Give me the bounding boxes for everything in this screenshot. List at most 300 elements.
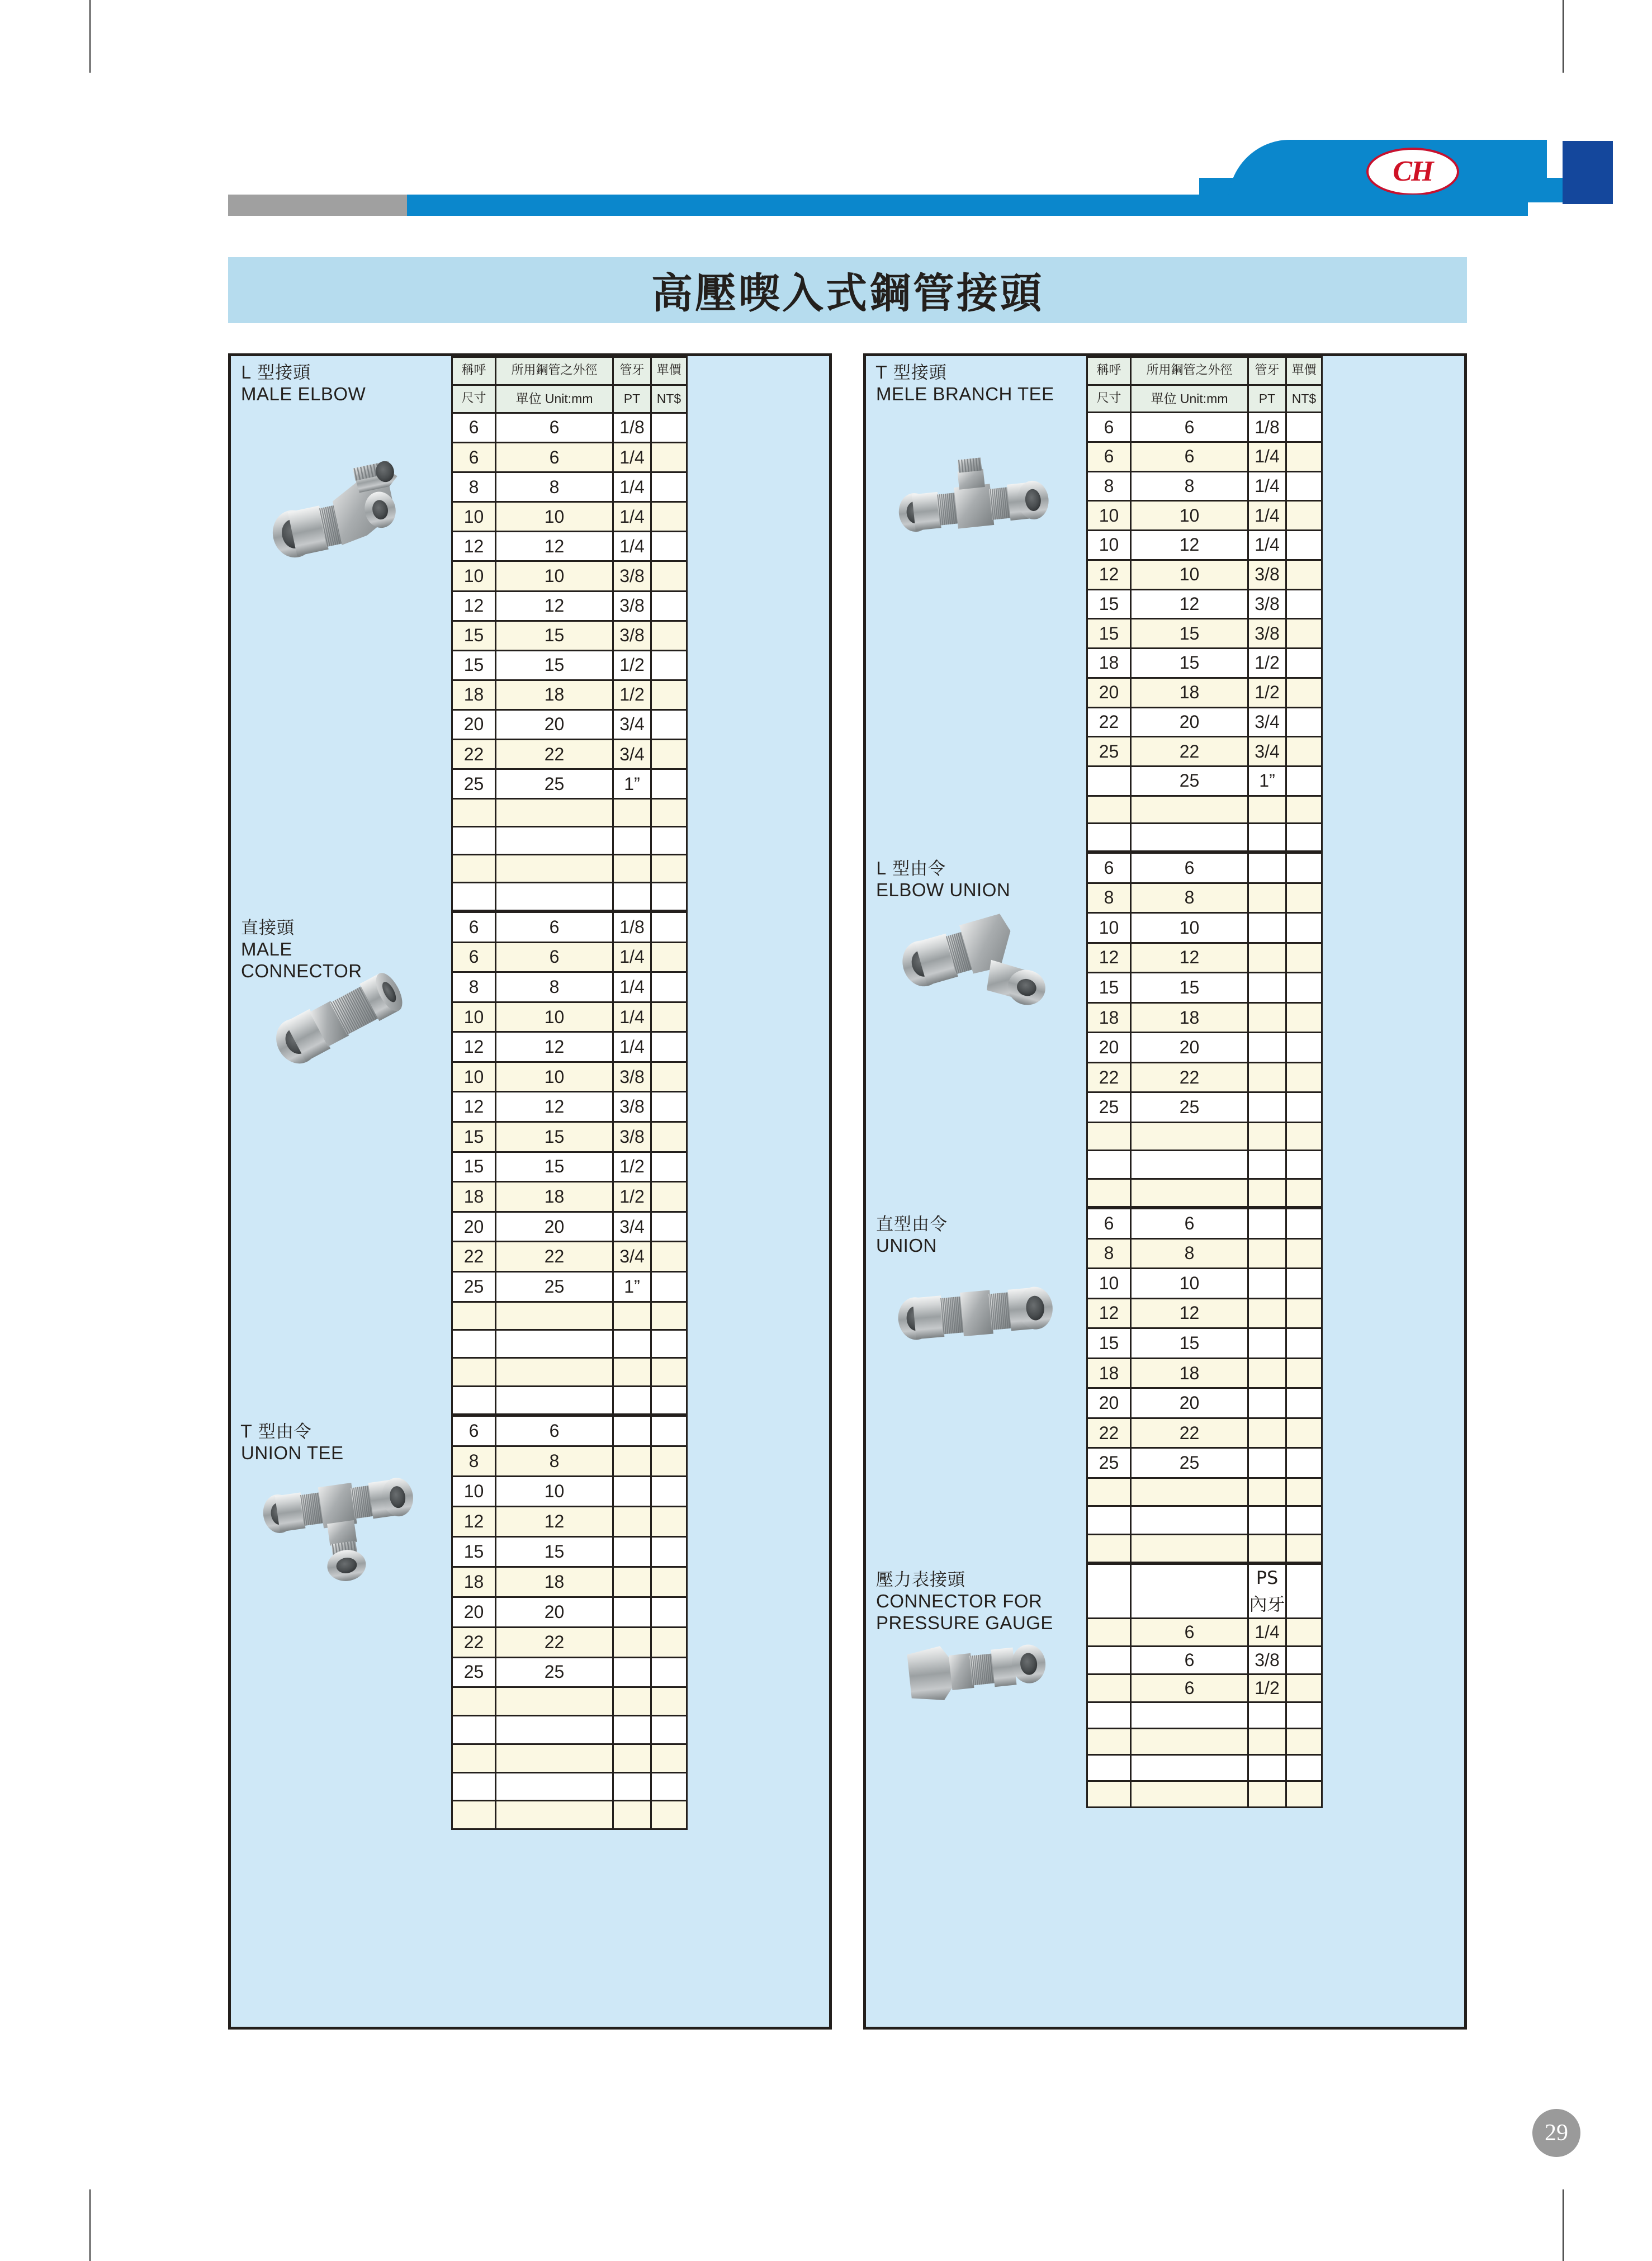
table-row: [1087, 471, 1322, 501]
table-row: [452, 1506, 687, 1536]
table-row: [1087, 1062, 1322, 1092]
cell-outer-diameter: 15: [1131, 1328, 1248, 1359]
cell-unit-price: [1286, 589, 1322, 619]
cell-nominal-size: [452, 1330, 496, 1357]
cell-thread: [613, 1687, 651, 1716]
table-row: [1087, 560, 1322, 589]
cell-outer-diameter: 8: [1131, 471, 1248, 501]
cell-nominal-size: 20: [1087, 1033, 1131, 1063]
pressure-gauge-connector-photo: [892, 1597, 1060, 1742]
cell-thread: [1248, 1033, 1286, 1063]
table-row: [452, 1446, 687, 1476]
cell-unit-price: [651, 1212, 687, 1242]
cell-nominal-size: 10: [452, 502, 496, 532]
cell-outer-diameter: 12: [1131, 531, 1248, 560]
header-thread-top: 管牙: [1248, 357, 1286, 385]
header-price-top: 單價: [1286, 357, 1322, 385]
cell-nominal-size: 22: [452, 1242, 496, 1272]
cell-outer-diameter: 10: [496, 1062, 613, 1092]
cell-thread: [1248, 973, 1286, 1003]
union-tee-label-zh: T 型由令: [241, 1422, 312, 1442]
elbow-union-info: [866, 852, 1086, 1208]
cell-nominal-size: 22: [1087, 1418, 1131, 1448]
cell-nominal-size: 15: [1087, 589, 1131, 619]
cell-unit-price: [651, 709, 687, 739]
cell-thread: [613, 1627, 651, 1657]
logo-navy-block-shape: [1563, 141, 1613, 204]
cell-nominal-size: 20: [452, 1212, 496, 1242]
cell-nominal-size: 25: [452, 1271, 496, 1302]
cell-unit-price: [1286, 1298, 1322, 1328]
cell-thread: 1/8: [1248, 413, 1286, 442]
cell-outer-diameter: 18: [1131, 678, 1248, 707]
cell-unit-price: [651, 827, 687, 855]
table-row: [452, 942, 687, 972]
cell-outer-diameter: 22: [496, 740, 613, 769]
cell-thread: [1248, 1506, 1286, 1534]
cell-outer-diameter: 6: [1131, 442, 1248, 471]
cell-nominal-size: [452, 883, 496, 911]
cell-outer-diameter: 12: [496, 1506, 613, 1536]
cell-outer-diameter: 6: [496, 413, 613, 442]
cell-outer-diameter: 20: [496, 1212, 613, 1242]
cell-nominal-size: 15: [452, 1152, 496, 1182]
cell-nominal-size: 6: [1087, 853, 1131, 883]
cell-outer-diameter: [496, 1386, 613, 1414]
cell-unit-price: [1286, 853, 1322, 883]
cell-thread: 1/4: [1248, 501, 1286, 531]
cell-thread: [613, 827, 651, 855]
table-row: [452, 1801, 687, 1829]
cell-thread: 3/8: [613, 1092, 651, 1122]
table-row: [452, 709, 687, 739]
cell-unit-price: [1286, 1755, 1322, 1781]
cell-nominal-size: [1087, 1675, 1131, 1702]
cell-unit-price: [1286, 1092, 1322, 1123]
cell-outer-diameter: [1131, 1755, 1248, 1781]
cell-nominal-size: [452, 799, 496, 827]
cell-unit-price: [1286, 1619, 1322, 1647]
page-number: 29: [1545, 2120, 1568, 2146]
cell-thread: [613, 799, 651, 827]
cell-nominal-size: 15: [1087, 1328, 1131, 1359]
cell-unit-price: [1286, 737, 1322, 767]
table-row: [1087, 766, 1322, 796]
cell-outer-diameter: [1131, 1506, 1248, 1534]
male-elbow-spec-table: [451, 356, 688, 911]
table-row: [1087, 796, 1322, 824]
table-row: [1087, 1506, 1322, 1534]
table-row: [1087, 1269, 1322, 1299]
cell-nominal-size: 6: [452, 942, 496, 972]
cell-thread: 3/4: [613, 1212, 651, 1242]
cell-nominal-size: 10: [1087, 913, 1131, 943]
cell-thread: 3/8: [613, 1122, 651, 1152]
cell-outer-diameter: [1131, 796, 1248, 824]
cell-unit-price: [651, 621, 687, 650]
cell-outer-diameter: [1131, 1781, 1248, 1808]
union-tee-info: [231, 1415, 451, 1830]
table-row: [452, 1476, 687, 1506]
cell-nominal-size: 15: [1087, 619, 1131, 649]
cell-nominal-size: 8: [1087, 1238, 1131, 1269]
cell-nominal-size: [452, 1687, 496, 1716]
table-row: [452, 1716, 687, 1744]
male-connector-label-zh: 直接頭: [241, 918, 295, 938]
cell-unit-price: [651, 1271, 687, 1302]
table-row: [452, 1092, 687, 1122]
cell-nominal-size: 10: [452, 1002, 496, 1032]
cell-outer-diameter: 20: [1131, 1388, 1248, 1418]
cell-outer-diameter: [1131, 1564, 1248, 1619]
cell-unit-price: [1286, 1033, 1322, 1063]
cell-thread: [1248, 1328, 1286, 1359]
table-row: [1087, 619, 1322, 649]
table-row: [1087, 589, 1322, 619]
table-row: [1087, 1358, 1322, 1388]
cell-outer-diameter: 20: [1131, 707, 1248, 737]
cell-unit-price: [651, 472, 687, 502]
cell-thread: [1248, 1358, 1286, 1388]
cell-unit-price: [651, 591, 687, 621]
cell-unit-price: [651, 1744, 687, 1772]
cell-thread: 1/4: [613, 442, 651, 472]
table-row: [1087, 1478, 1322, 1506]
cell-unit-price: [651, 912, 687, 943]
cell-outer-diameter: 15: [496, 1152, 613, 1182]
cell-thread: [613, 1536, 651, 1567]
cell-nominal-size: 10: [1087, 501, 1131, 531]
male-elbow-info: [231, 356, 451, 911]
cell-outer-diameter: [1131, 1478, 1248, 1506]
cell-nominal-size: [1087, 1729, 1131, 1755]
cell-nominal-size: [452, 855, 496, 883]
table-row: [452, 1687, 687, 1716]
cell-outer-diameter: 12: [1131, 943, 1248, 973]
cell-nominal-size: 22: [1087, 1062, 1131, 1092]
cell-thread: [1248, 1448, 1286, 1478]
cell-outer-diameter: 6: [496, 942, 613, 972]
cell-thread: [1248, 824, 1286, 852]
cell-outer-diameter: 18: [1131, 1358, 1248, 1388]
cell-nominal-size: 18: [1087, 649, 1131, 678]
cell-outer-diameter: 10: [1131, 1269, 1248, 1299]
cell-nominal-size: 12: [1087, 560, 1131, 589]
cell-nominal-size: [1087, 796, 1131, 824]
cell-unit-price: [1286, 1209, 1322, 1239]
cell-nominal-size: 15: [452, 1122, 496, 1152]
cell-outer-diameter: [496, 827, 613, 855]
cell-outer-diameter: 22: [1131, 1418, 1248, 1448]
cell-unit-price: [1286, 1418, 1322, 1448]
cell-thread: 1/4: [613, 532, 651, 561]
cell-unit-price: [1286, 619, 1322, 649]
table-row: [452, 621, 687, 650]
cell-unit-price: [1286, 1781, 1322, 1808]
cell-thread: 1/2: [613, 680, 651, 709]
cell-thread: 1/4: [1248, 1619, 1286, 1647]
cell-unit-price: [651, 1687, 687, 1716]
cell-thread: [1248, 883, 1286, 913]
cell-unit-price: [1286, 1238, 1322, 1269]
cell-outer-diameter: 20: [496, 709, 613, 739]
header-nominal-top: 稱呼: [452, 357, 496, 385]
table-row: [452, 855, 687, 883]
table-row: [452, 532, 687, 561]
cell-nominal-size: 8: [452, 972, 496, 1002]
product-block-union-tee: [231, 1415, 829, 1830]
table-row: [452, 680, 687, 709]
table-row: [1087, 707, 1322, 737]
header-nominal-bottom: 尺寸: [452, 385, 496, 413]
table-row: [452, 561, 687, 591]
cell-nominal-size: 20: [452, 709, 496, 739]
cell-unit-price: [651, 1446, 687, 1476]
cell-outer-diameter: 6: [1131, 853, 1248, 883]
cell-outer-diameter: 18: [496, 680, 613, 709]
cell-nominal-size: [452, 1302, 496, 1330]
header-thread-top: 管牙: [613, 357, 651, 385]
product-block-male-branch-tee: [866, 356, 1464, 852]
cell-nominal-size: 18: [452, 680, 496, 709]
cell-thread: [1248, 943, 1286, 973]
cell-nominal-size: [452, 827, 496, 855]
cell-nominal-size: 18: [1087, 1358, 1131, 1388]
table-row: [452, 883, 687, 911]
cell-thread: [613, 1476, 651, 1506]
table-row: [452, 1536, 687, 1567]
cell-nominal-size: 12: [452, 591, 496, 621]
cell-thread: [613, 1657, 651, 1687]
cell-nominal-size: 22: [1087, 707, 1131, 737]
cell-thread: 1/4: [613, 972, 651, 1002]
cell-outer-diameter: [1131, 824, 1248, 852]
header-price-bottom: NT$: [1286, 385, 1322, 413]
cell-thread: 3/4: [613, 1242, 651, 1272]
table-row: [452, 442, 687, 472]
cell-nominal-size: 18: [1087, 1002, 1131, 1033]
cell-thread: 1/2: [1248, 1675, 1286, 1702]
cell-outer-diameter: 10: [1131, 501, 1248, 531]
table-row: [452, 1772, 687, 1801]
cell-outer-diameter: 15: [1131, 973, 1248, 1003]
table-row: [452, 912, 687, 943]
cell-unit-price: [651, 1062, 687, 1092]
cell-thread: [613, 1772, 651, 1801]
cell-thread: 3/4: [1248, 707, 1286, 737]
cell-outer-diameter: 15: [496, 621, 613, 650]
cell-outer-diameter: [496, 1801, 613, 1829]
cell-outer-diameter: 10: [1131, 560, 1248, 589]
cell-nominal-size: [1087, 1534, 1131, 1562]
cell-unit-price: [651, 1536, 687, 1567]
cell-thread: [1248, 1755, 1286, 1781]
cell-outer-diameter: 8: [496, 1446, 613, 1476]
table-row: [452, 591, 687, 621]
cell-unit-price: [1286, 1002, 1322, 1033]
cell-nominal-size: [452, 1358, 496, 1386]
cell-outer-diameter: 8: [496, 472, 613, 502]
cell-thread: [613, 1386, 651, 1414]
cell-nominal-size: 6: [1087, 442, 1131, 471]
table-row: [452, 1302, 687, 1330]
cell-unit-price: [1286, 1675, 1322, 1702]
table-row: [452, 1597, 687, 1627]
cell-unit-price: [651, 1358, 687, 1386]
cell-nominal-size: [452, 1772, 496, 1801]
cell-outer-diameter: 10: [496, 502, 613, 532]
cell-nominal-size: 12: [1087, 943, 1131, 973]
union-tee-spec-table: [451, 1415, 688, 1830]
cell-outer-diameter: 8: [1131, 883, 1248, 913]
cell-outer-diameter: 6: [1131, 1647, 1248, 1675]
union-label-zh: 直型由令: [876, 1214, 948, 1234]
cell-unit-price: [651, 740, 687, 769]
table-row: [1087, 1702, 1322, 1729]
cell-outer-diameter: 6: [1131, 1209, 1248, 1239]
cell-thread: [1248, 913, 1286, 943]
table-row: [1087, 531, 1322, 560]
cell-outer-diameter: 12: [1131, 589, 1248, 619]
table-row: [452, 799, 687, 827]
page-title: 高壓喫入式鋼管接頭: [651, 269, 1044, 318]
cell-thread: 1/2: [613, 1152, 651, 1182]
cell-thread: [1248, 1002, 1286, 1033]
cell-thread: [1248, 1062, 1286, 1092]
cell-thread: 3/8: [1248, 619, 1286, 649]
cell-nominal-size: 12: [452, 1032, 496, 1062]
cell-outer-diameter: 22: [1131, 737, 1248, 767]
table-row: [452, 1567, 687, 1597]
table-row: [452, 1152, 687, 1182]
cell-nominal-size: [1087, 1506, 1131, 1534]
cell-outer-diameter: 20: [1131, 1033, 1248, 1063]
cell-unit-price: [1286, 649, 1322, 678]
cell-outer-diameter: 6: [1131, 1675, 1248, 1702]
cell-thread: 1/4: [613, 1002, 651, 1032]
cell-nominal-size: 8: [452, 472, 496, 502]
table-row: [452, 1242, 687, 1272]
cell-unit-price: [651, 442, 687, 472]
header-od-top: 所用鋼管之外徑: [1131, 357, 1248, 385]
cell-thread: [613, 883, 651, 911]
cell-unit-price: [1286, 796, 1322, 824]
catalog-panel-right: [863, 353, 1467, 2030]
table-row: [1087, 1675, 1322, 1702]
male-branch-tee-label-zh: T 型接頭: [876, 363, 947, 383]
cell-nominal-size: 25: [452, 769, 496, 799]
cell-nominal-size: [1087, 1647, 1131, 1675]
header-od-bottom: 單位 Unit:mm: [1131, 385, 1248, 413]
header-nominal-top: 稱呼: [1087, 357, 1131, 385]
cell-unit-price: [1286, 883, 1322, 913]
catalog-panel-left: [228, 353, 832, 2030]
cell-thread: 1”: [1248, 766, 1286, 796]
cell-nominal-size: [452, 1744, 496, 1772]
cell-thread: [613, 1506, 651, 1536]
cell-outer-diameter: 6: [496, 442, 613, 472]
cell-outer-diameter: 10: [1131, 913, 1248, 943]
cell-thread: 1/4: [613, 942, 651, 972]
pressure-gauge-connector-spec-table: [1086, 1563, 1323, 1808]
cell-unit-price: [651, 1302, 687, 1330]
cell-unit-price: [651, 1506, 687, 1536]
table-row: [452, 472, 687, 502]
cell-unit-price: [1286, 943, 1322, 973]
table-row: [1087, 1418, 1322, 1448]
table-row: [1087, 1179, 1322, 1207]
cell-thread: [1248, 1702, 1286, 1729]
header-thread-bottom: PT: [613, 385, 651, 413]
cell-nominal-size: 22: [452, 1627, 496, 1657]
cell-nominal-size: 15: [452, 621, 496, 650]
table-row: [1087, 1092, 1322, 1123]
cell-nominal-size: 8: [1087, 471, 1131, 501]
table-row: [1087, 853, 1322, 883]
table-row: [1087, 973, 1322, 1003]
cell-nominal-size: 6: [452, 912, 496, 943]
table-row: [1087, 501, 1322, 531]
cell-nominal-size: 10: [452, 1476, 496, 1506]
cell-thread: 1/2: [613, 1182, 651, 1212]
table-row: [1087, 678, 1322, 707]
cell-thread: [613, 1358, 651, 1386]
cell-thread: 3/4: [613, 740, 651, 769]
cell-nominal-size: [1087, 1478, 1131, 1506]
cell-unit-price: [1286, 1062, 1322, 1092]
table-header-row-bottom: [1087, 385, 1322, 413]
table-row: [1087, 1729, 1322, 1755]
table-row: [452, 740, 687, 769]
cell-outer-diameter: 12: [496, 532, 613, 561]
cell-unit-price: [1286, 1506, 1322, 1534]
cell-unit-price: [1286, 1534, 1322, 1562]
crop-mark-top-left: [89, 0, 91, 73]
cell-outer-diameter: [1131, 1534, 1248, 1562]
cell-unit-price: [1286, 1179, 1322, 1207]
cell-unit-price: [1286, 1328, 1322, 1359]
cell-nominal-size: 10: [1087, 531, 1131, 560]
table-row: [1087, 737, 1322, 767]
cell-thread: [613, 1567, 651, 1597]
header-od-top: 所用鋼管之外徑: [496, 357, 613, 385]
table-row: [452, 413, 687, 442]
cell-thread: 3/8: [1248, 1647, 1286, 1675]
cell-thread: [1248, 1151, 1286, 1179]
crop-mark-top-right: [1563, 0, 1564, 73]
cell-outer-diameter: 8: [496, 972, 613, 1002]
cell-outer-diameter: 25: [1131, 1448, 1248, 1478]
cell-outer-diameter: 12: [1131, 1298, 1248, 1328]
cell-thread: 1/2: [613, 650, 651, 680]
table-row: [1087, 1564, 1322, 1619]
cell-unit-price: [651, 1772, 687, 1801]
cell-nominal-size: [1087, 1122, 1131, 1150]
cell-nominal-size: [1087, 766, 1131, 796]
cell-thread: PS 內牙: [1248, 1564, 1286, 1619]
table-row: [452, 1657, 687, 1687]
table-row: [1087, 1151, 1322, 1179]
cell-unit-price: [651, 413, 687, 442]
cell-unit-price: [1286, 1564, 1322, 1619]
cell-outer-diameter: [496, 1358, 613, 1386]
table-row: [452, 502, 687, 532]
cell-outer-diameter: 10: [496, 1002, 613, 1032]
table-row: [1087, 1534, 1322, 1562]
cell-nominal-size: 25: [1087, 737, 1131, 767]
cell-nominal-size: [1087, 1619, 1131, 1647]
table-row: [1087, 442, 1322, 471]
